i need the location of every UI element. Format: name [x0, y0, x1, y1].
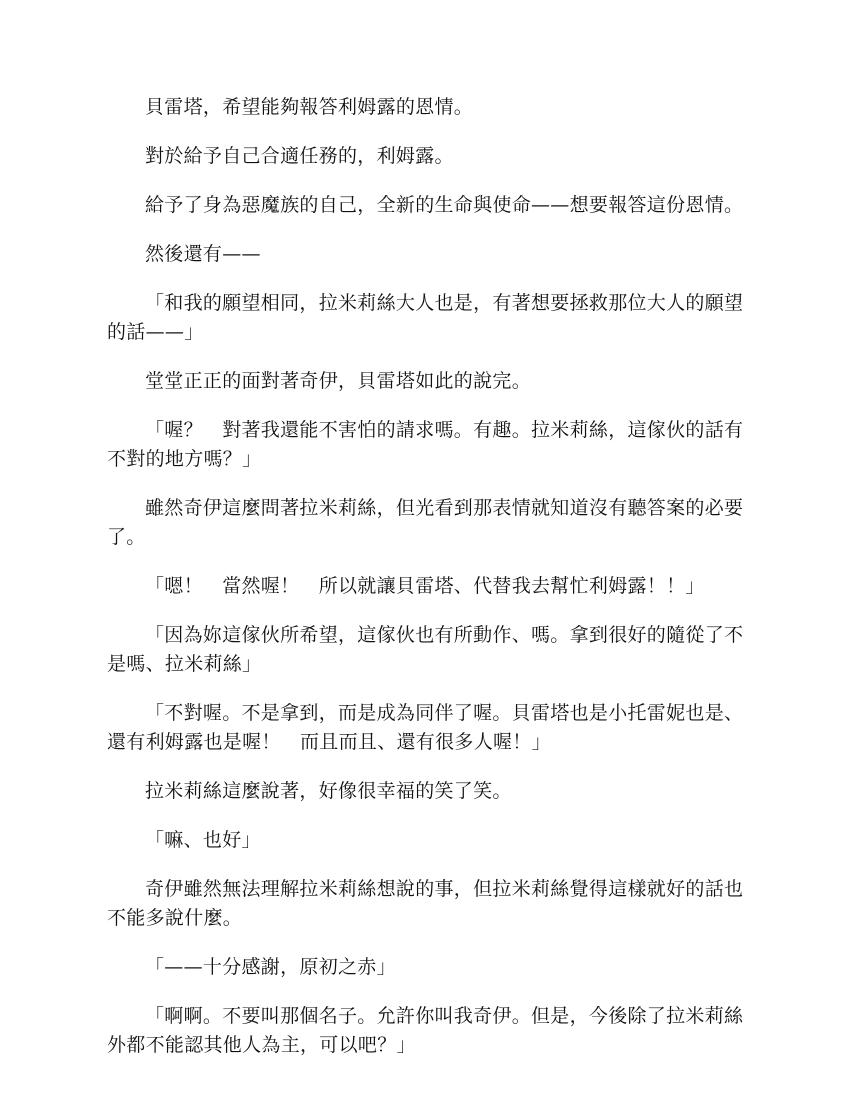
- text-body: [107, 93, 752, 1080]
- paragraph: 「和我的願望相同，拉米莉絲大人也是，有著想要拯救那位大人的願望的話——」: [107, 292, 744, 343]
- paragraph: 「啊啊。不要叫那個名子。允許你叫我奇伊。但是，今後除了拉米莉絲外都不能認其他人為主，可以吧？」: [107, 1005, 744, 1056]
- paragraph: 「喔？ 對著我還能不害怕的請求嗎。有趣。拉米莉絲，這傢伙的話有不對的地方嗎？」: [107, 419, 744, 470]
- paragraph: 「嗯！ 當然喔！ 所以就讓貝雷塔、代替我去幫忙利姆露！！」: [145, 575, 705, 597]
- paragraph: 「不對喔。不是拿到，而是成為同伴了喔。貝雷塔也是小托雷妮也是、還有利姆露也是喔！ 而且而且、還有很多人喔！」: [107, 702, 744, 753]
- paragraph: 「嘛、也好」: [145, 829, 261, 851]
- paragraph: 對於給予自己合適任務的，利姆露。: [145, 145, 454, 167]
- paragraph: 拉米莉絲這麼說著，好像很幸福的笑了笑。: [145, 780, 512, 802]
- paragraph: 貝雷塔，希望能夠報答利姆露的恩情。: [145, 96, 474, 118]
- paragraph: 然後還有——: [145, 243, 261, 265]
- paragraph: 雖然奇伊這麼問著拉米莉絲，但光看到那表情就知道沒有聽答案的必要了。: [107, 497, 744, 548]
- paragraph: 「因為妳這傢伙所希望，這傢伙也有所動作、嗎。拿到很好的隨從了不是嗎、拉米莉絲」: [107, 624, 744, 675]
- paragraph: 堂堂正正的面對著奇伊，貝雷塔如此的說完。: [145, 370, 532, 392]
- paragraph: 給予了身為惡魔族的自己，全新的生命與使命——想要報答這份恩情。: [145, 194, 744, 216]
- paragraph: 「——十分感謝，原初之赤」: [145, 956, 396, 978]
- paragraph: 奇伊雖然無法理解拉米莉絲想說的事，但拉米莉絲覺得這樣就好的話也不能多說什麼。: [107, 878, 744, 929]
